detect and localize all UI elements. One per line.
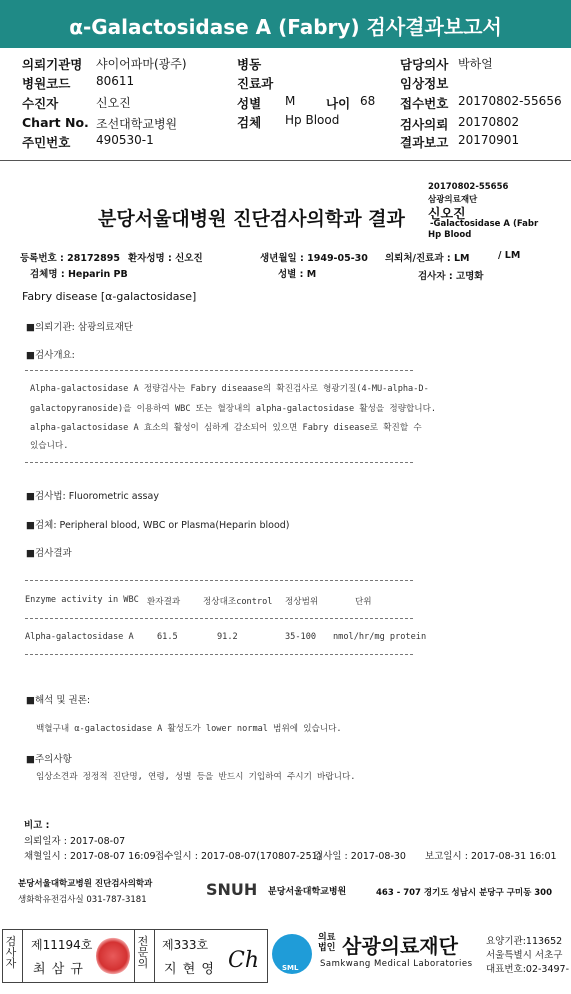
interpretation-label: ■해석 및 권론: bbox=[26, 695, 91, 706]
sample: ■검체: Peripheral blood, WBC or Plasma(Heparin blood) bbox=[26, 520, 290, 531]
org-info-1: 요양기관:113652 bbox=[486, 936, 563, 947]
page-title: α-Galactosidase A (Fabry) 검사결과보고서 bbox=[69, 15, 502, 39]
doctor-label: 담당의사 bbox=[400, 57, 449, 72]
table-cell-unit: nmol/hr/mg protein bbox=[333, 632, 427, 642]
request-label: 검사의뢰 bbox=[400, 117, 449, 132]
ward-label: 병동 bbox=[237, 57, 262, 72]
table-header-control: 정상대조control bbox=[203, 597, 273, 607]
department-label: 진료과 bbox=[237, 76, 274, 91]
report-title: 분당서울대병원 진단검사의학과 결과 bbox=[98, 208, 405, 230]
examiner-role-label: 검사자 bbox=[5, 935, 17, 970]
divider bbox=[25, 370, 413, 371]
specialist-license: 제333호 bbox=[162, 938, 209, 952]
resident-no-label: 주민번호 bbox=[22, 135, 71, 150]
registration-no: 등록번호 : 28172895 bbox=[20, 253, 121, 264]
patient-label: 수진자 bbox=[22, 96, 59, 111]
official-seal bbox=[96, 937, 130, 975]
specialist-name: 지 현 영 bbox=[164, 962, 215, 977]
sex-label: 성별 bbox=[237, 96, 262, 111]
patient-value: 신오진 bbox=[96, 96, 131, 110]
divider bbox=[134, 929, 135, 983]
clinical-info-label: 임상정보 bbox=[400, 76, 449, 91]
test-date: 검사일 : 2017-08-30 bbox=[314, 851, 406, 862]
hospital-dept: 분당서울대학교병원 진단검사의학과 bbox=[18, 879, 153, 889]
divider bbox=[25, 462, 413, 463]
chart-no-value: 조선대학교병원 bbox=[96, 117, 178, 131]
snuh-name: 분당서울대학교병원 bbox=[268, 887, 347, 897]
corp-label: 의료법인 bbox=[318, 933, 336, 953]
org-info-2: 서울특별시 서초구 bbox=[486, 950, 563, 961]
hospital-code-label: 병원코드 bbox=[22, 76, 71, 91]
requester-dept-2: / LM bbox=[498, 250, 521, 261]
request-date: 의뢰일자 : 2017-08-07 bbox=[24, 836, 126, 847]
specimen-name: 검체명 : Heparin PB bbox=[30, 269, 128, 280]
disease-heading: Fabry disease [α-galactosidase] bbox=[22, 290, 197, 303]
table-cell-range: 35-100 bbox=[285, 632, 317, 642]
table-cell-test: Alpha-galactosidase A bbox=[25, 632, 134, 642]
hospital-code-value: 80611 bbox=[96, 74, 135, 88]
table-header-range: 정상범위 bbox=[285, 597, 319, 607]
section-institution: ■의뢰기관: 삼광의료재단 bbox=[26, 322, 133, 333]
specimen-label: 검체 bbox=[237, 115, 262, 130]
patient-name: 환자성명 : 신오진 bbox=[128, 253, 203, 264]
age-label: 나이 bbox=[326, 96, 351, 111]
signature: Ch bbox=[228, 948, 260, 973]
snuh-logo: SNUH bbox=[206, 880, 258, 899]
divider bbox=[25, 618, 413, 619]
lab-phone: 생화학유전검사실 031-787-3181 bbox=[18, 895, 147, 905]
collect-date: 채혈일시 : 2017-08-07 16:09 bbox=[24, 851, 156, 862]
overview-line-2: galactopyranoside)을 이용하여 WBC 또는 혈장내의 alpha-galactosidase 활성을 정량합니다. bbox=[30, 404, 437, 414]
report-sex: 성별 : M bbox=[278, 269, 317, 280]
divider bbox=[25, 654, 413, 655]
table-header-patient: 환자결과 bbox=[147, 597, 181, 607]
org-name-english: Samkwang Medical Laboratories bbox=[320, 959, 473, 969]
receipt-no-value: 20170802-55656 bbox=[458, 94, 562, 108]
report-label: 결과보고 bbox=[400, 135, 449, 150]
sex-value: M bbox=[285, 94, 296, 108]
specimen-value: Hp Blood bbox=[285, 113, 340, 127]
hospital-name-value: 샤이어파마(광주) bbox=[96, 57, 187, 71]
sml-logo-text: SML bbox=[282, 964, 299, 972]
org-name: 삼광의료재단 bbox=[342, 934, 458, 958]
method: ■검사법: Fluorometric assay bbox=[26, 491, 159, 502]
interpretation-text: 백혈구내 α-galactosidase A 활성도가 lower normal 범위에 있습니다. bbox=[36, 724, 342, 734]
receipt-date: 접수일시 : 2017-08-07(170807-251) bbox=[155, 851, 322, 862]
hospital-name-label: 의뢰기관명 bbox=[22, 57, 83, 72]
note-text: 임상소견과 정정적 진단명, 연령, 성별 등을 반드시 기입하여 주시기 바랍니다. bbox=[36, 772, 356, 782]
table-cell-result: 61.5 bbox=[157, 632, 178, 642]
header-divider bbox=[0, 160, 571, 161]
divider bbox=[25, 580, 413, 581]
report-value: 20170901 bbox=[458, 133, 520, 147]
title-bar bbox=[0, 0, 571, 48]
section-overview: ■검사개요: bbox=[26, 350, 75, 361]
specialist-role-label: 전문의 bbox=[137, 935, 149, 970]
sticker-test: -Galactosidase A (Fabr bbox=[430, 219, 539, 229]
hospital-address: 463 - 707 경기도 성남시 분당구 구미동 300 bbox=[376, 888, 553, 898]
divider bbox=[154, 929, 155, 983]
examiner-name: 최 삼 규 bbox=[33, 962, 84, 977]
receipt-no-label: 접수번호 bbox=[400, 96, 449, 111]
birth-date: 생년월일 : 1949-05-30 bbox=[260, 253, 368, 264]
examiner: 검사자 : 고명화 bbox=[418, 271, 484, 282]
overview-line-4: 있습니다. bbox=[30, 441, 69, 451]
divider bbox=[22, 929, 23, 983]
sticker-specimen: Hp Blood bbox=[428, 230, 472, 240]
table-header-enzyme: Enzyme activity in WBC bbox=[25, 595, 139, 605]
requester-dept: 의뢰처/진료과 : LM bbox=[385, 253, 470, 264]
org-info-3: 대표번호:02-3497- bbox=[486, 964, 570, 975]
doctor-value: 박하얼 bbox=[458, 57, 493, 71]
examiner-license: 제11194호 bbox=[31, 938, 93, 952]
sticker-name: 신오진 bbox=[428, 207, 466, 222]
request-value: 20170802 bbox=[458, 115, 520, 129]
note-label: ■주의사항 bbox=[26, 754, 72, 765]
results-label: ■검사결과 bbox=[26, 548, 72, 559]
table-header-unit: 단위 bbox=[355, 597, 372, 607]
resident-no-value: 490530-1 bbox=[96, 133, 154, 147]
overview-line-3: alpha-galactosidase A 효소의 활성이 심하게 감소되어 있으면 Fabry disease로 확진할 수 bbox=[30, 423, 422, 433]
table-cell-control: 91.2 bbox=[217, 632, 238, 642]
sticker-receipt: 20170802-55656 bbox=[428, 182, 509, 192]
overview-line-1: Alpha-galactosidase A 정량검사는 Fabry diseaase의 확진검사로 형광기질(4-MU-alpha-D- bbox=[30, 384, 429, 394]
sticker-org: 삼광의료재단 bbox=[428, 195, 478, 205]
chart-no-label: Chart No. bbox=[22, 115, 89, 130]
remark: 비고 : bbox=[24, 820, 50, 831]
age-value: 68 bbox=[360, 94, 376, 108]
report-date: 보고일시 : 2017-08-31 16:01 bbox=[425, 851, 557, 862]
